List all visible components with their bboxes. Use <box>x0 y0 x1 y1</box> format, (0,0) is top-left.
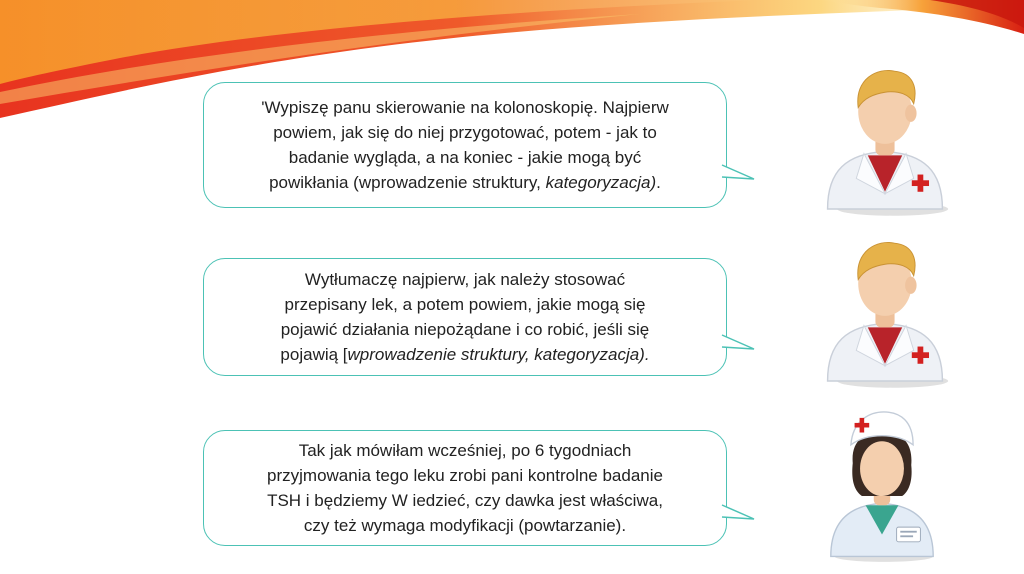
doctor-avatar-icon <box>818 236 952 392</box>
bubble-line: Tak jak mówiłam wcześniej, po 6 tygodniach <box>298 441 632 460</box>
bubble-line: pojawią [ <box>280 345 348 364</box>
bubble-text <box>280 267 649 367</box>
speech-bubble-doctor-2 <box>203 258 727 376</box>
bubble-tail <box>722 163 756 183</box>
bubble-line: 'Wypiszę panu skierowanie na kolonoskopię. Najpierw <box>261 98 669 117</box>
bubble-line: powikłania (wprowadzenie struktury, <box>269 173 546 192</box>
speech-bubble-nurse <box>203 430 727 546</box>
ear <box>905 105 916 122</box>
bubble-text <box>261 95 669 195</box>
bubble-line: powiem, jak się do niej przygotować, potem - jak to <box>273 123 657 142</box>
doctor-avatar-icon <box>818 64 952 220</box>
bubble-line: TSH i będziemy W iedzieć, czy dawka jest właściwa, <box>267 491 663 510</box>
bubble-line: badanie wygląda, a na koniec - jakie mogą być <box>288 148 642 167</box>
bubble-line: czy też wymaga modyfikacji (powtarzanie). <box>303 516 627 535</box>
bubble-tail <box>722 333 756 353</box>
nurse-avatar-icon <box>818 404 946 568</box>
bubble-line: Wytłumaczę najpierw, jak należy stosować <box>304 270 626 289</box>
bubble-text <box>267 438 663 538</box>
bubble-line-italic: kategoryzacja) <box>545 173 657 192</box>
speech-bubble-doctor-1 <box>203 82 727 208</box>
bubble-tail <box>722 503 756 523</box>
bubble-line: pojawić działania niepożądane i co robić, jeśli się <box>280 320 650 339</box>
face <box>860 441 904 496</box>
name-badge <box>897 527 921 542</box>
bubble-line: przepisany lek, a potem powiem, jakie mogą się <box>284 295 646 314</box>
bubble-line-italic: wprowadzenie struktury, kategoryzacja). <box>347 345 650 364</box>
bubble-line: przyjmowania tego leku zrobi pani kontrolne badanie <box>267 466 663 485</box>
ear <box>905 277 916 294</box>
bubble-line-end: . <box>656 173 661 192</box>
